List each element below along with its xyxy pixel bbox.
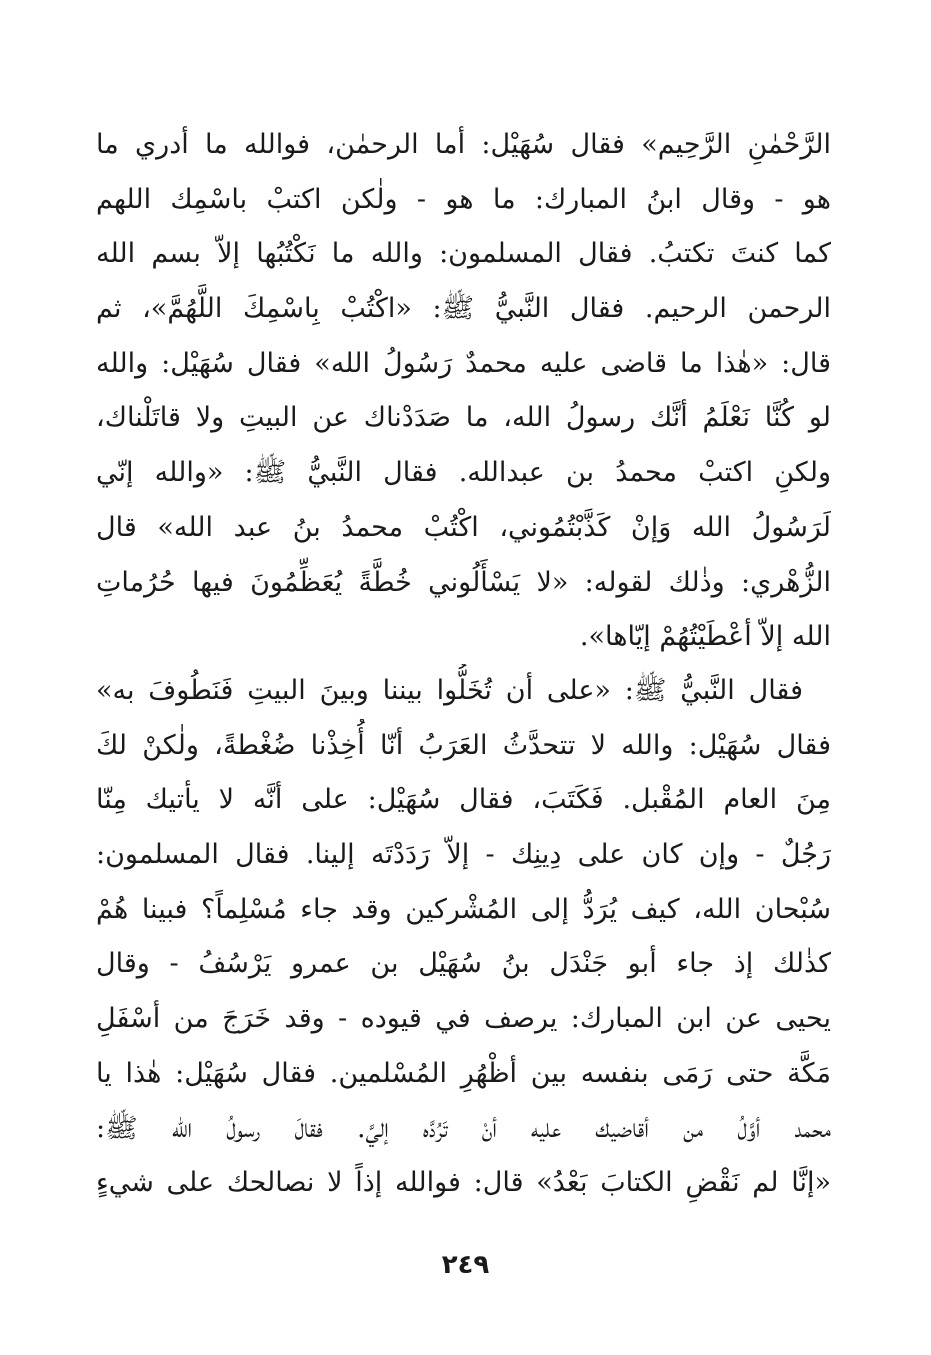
text-line: مِنَ العام المُقْبل. فَكَتَبَ، فقال سُهَيْل: على أنَّه لا يأتيك مِنّا bbox=[96, 784, 831, 816]
paragraph-1 bbox=[96, 118, 831, 665]
text-line: كما كنتَ تكتبُ. فقال المسلمون: والله ما نَكْتُبُها إلاّ بسم الله bbox=[96, 238, 831, 270]
text-line: «إنَّا لم نَقْضِ الكتابَ بَعْدُ» قال: فوالله إذاً لا نصالحك على شيءٍ bbox=[96, 1167, 831, 1199]
text-line: الله إلاّ أعْطَيْتُهُمْ إيّاها». bbox=[579, 621, 831, 653]
paragraph-2 bbox=[96, 664, 831, 1211]
text-line: الرَّحْمٰنِ الرَّحِيم» فقال سُهَيْل: أما الرحمٰن، فوالله ما أدري ما bbox=[96, 129, 831, 160]
text-line: مَكَّة حتى رَمَى بنفسه بين أظْهُرِ المُسْلمين. فقال سُهَيْل: هٰذا يا bbox=[96, 1057, 831, 1089]
text-line: سُبْحان الله، كيف يُرَدُّ إلى المُشْركين وقد جاء مُسْلِماً؟ فبينا هُمْ bbox=[96, 893, 831, 925]
text-line: فقال سُهَيْل: والله لا تتحدَّثُ العَرَبُ أنّا أُخِذْنا ضُغْطةً، ولٰكنْ لكَ bbox=[96, 729, 831, 761]
text-line: الزُّهْري: وذٰلك لقوله: «لا يَسْأَلُوني خُطَّةً يُعَظِّمُونَ فيها حُرُماتِ bbox=[96, 566, 831, 598]
text-line: فقال النَّبيُّ ﷺ: «على أن تُخَلُّوا بيننا وبينَ البيتِ فَنَطُوفَ به» bbox=[96, 675, 803, 706]
text-line: الرحمن الرحيم. فقال النَّبيُّ ﷺ: «اكْتُبْ بِاسْمِكَ اللَّهُمَّ»، ثم bbox=[96, 293, 831, 325]
text-line: ولكنِ اكتبْ محمدُ بن عبدالله. فقال النَّبيُّ ﷺ: «والله إنّي bbox=[96, 457, 831, 489]
text-line: قال: «هٰذا ما قاضى عليه محمدٌ رَسُولُ الله» فقال سُهَيْل: والله bbox=[96, 347, 831, 379]
text-line: هو - وقال ابنُ المبارك: ما هو - ولٰكن اكتبْ باسْمِك اللهم bbox=[96, 183, 831, 215]
text-line: لَرَسُولُ الله وَإنْ كَذَّبْتُمُوني، اكْتُبْ محمدُ بنُ عبد الله» قال bbox=[96, 511, 831, 543]
text-line: رَجُلٌ - وإن كان على دِينِك - إلاّ رَدَدْتَه إلينا. فقال المسلمون: bbox=[96, 839, 831, 871]
text-line: كذٰلك إذ جاء أبو جَنْدَل بنُ سُهَيْل بن عمرو يَرْسُفُ - وقال bbox=[96, 948, 831, 980]
text-line: يحيى عن ابن المبارك: يرصف في قيوده - وقد خَرَجَ من أسْفَلِ bbox=[96, 1003, 831, 1035]
page-number: ٢٤٩ bbox=[441, 1250, 490, 1280]
text-line: لو كُنَّا نَعْلَمُ أنَّك رسولُ الله، ما صَدَدْناك عن البيتِ ولا قاتَلْناك، bbox=[96, 402, 831, 434]
text-line: محمد أوَّلُ من أقاضيك عليه أنْ تَرُدَّه إليَّ. فقالَ رسولُ الله ﷺ: bbox=[96, 1112, 831, 1144]
